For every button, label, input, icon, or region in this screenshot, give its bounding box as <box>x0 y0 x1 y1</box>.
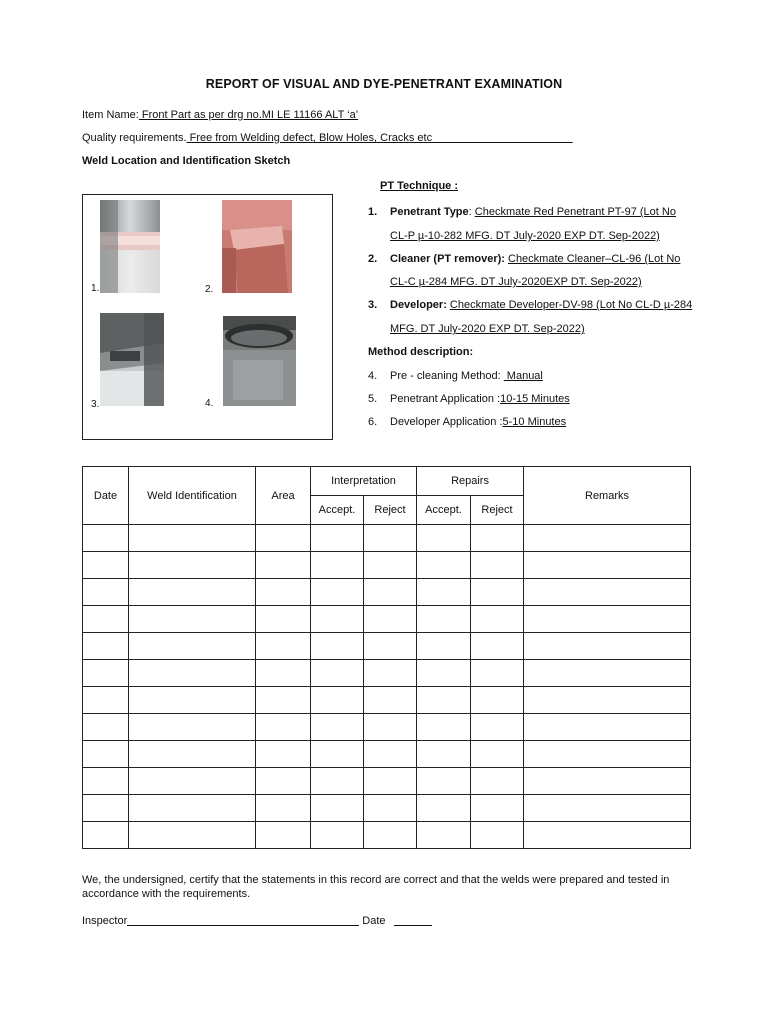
certification-statement: We, the undersigned, certify that the statements in this record are correct and that the welds were prepared and tested in accordance with the requirements. <box>82 874 670 900</box>
table-cell[interactable] <box>471 822 524 849</box>
method-item-developer-application: 6. Developer Application :5-10 Minutes <box>368 416 567 428</box>
table-cell[interactable] <box>256 579 311 606</box>
table-cell[interactable] <box>129 660 256 687</box>
table-cell[interactable] <box>417 606 471 633</box>
table-cell[interactable] <box>524 579 691 606</box>
table-row <box>83 714 691 741</box>
table-cell[interactable] <box>417 660 471 687</box>
inspector-signature-field[interactable] <box>127 925 359 926</box>
table-cell[interactable] <box>256 768 311 795</box>
table-cell[interactable] <box>129 606 256 633</box>
table-cell[interactable] <box>471 741 524 768</box>
table-cell[interactable] <box>83 606 129 633</box>
item-name-value: Front Part as per drg no.MI LE 11166 ALT ‘a’ <box>138 109 359 121</box>
pt-item-developer: 3. Developer: Checkmate Developer-DV-98 (Lot No CL-D µ-284 <box>368 299 693 311</box>
table-cell[interactable] <box>311 741 364 768</box>
report-title: REPORT OF VISUAL AND DYE-PENETRANT EXAMINATION <box>205 77 563 91</box>
pt-item-cleaner-cont: CL-C µ-284 MFG. DT July-2020EXP DT. Sep-2022) <box>390 276 642 288</box>
table-cell[interactable] <box>471 633 524 660</box>
developer-application-value: 5-10 Minutes <box>502 416 567 428</box>
header-date: Date <box>83 467 129 525</box>
table-cell[interactable] <box>83 579 129 606</box>
table-cell[interactable] <box>311 687 364 714</box>
table-cell[interactable] <box>83 687 129 714</box>
examination-record-table <box>82 466 691 849</box>
table-cell[interactable] <box>311 822 364 849</box>
table-row <box>83 579 691 606</box>
table-cell[interactable] <box>83 768 129 795</box>
table-cell[interactable] <box>256 525 311 552</box>
developer-label: Developer: <box>390 299 447 311</box>
table-cell[interactable] <box>129 795 256 822</box>
developer-value: Checkmate Developer-DV-98 (Lot No CL-D µ-284 <box>449 299 693 311</box>
table-cell[interactable] <box>364 579 417 606</box>
table-cell[interactable] <box>417 714 471 741</box>
header-repairs-accept: Accept. <box>417 496 471 525</box>
pt-item-developer-cont: MFG. DT July-2020 EXP DT. Sep-2022) <box>390 323 585 335</box>
record-table-body <box>83 525 691 849</box>
photo-label-4: 4. <box>205 398 214 409</box>
table-cell[interactable] <box>364 606 417 633</box>
table-cell[interactable] <box>524 606 691 633</box>
table-row <box>83 741 691 768</box>
table-cell[interactable] <box>83 741 129 768</box>
table-cell[interactable] <box>417 822 471 849</box>
table-cell[interactable] <box>83 552 129 579</box>
quality-label: Quality requirements. <box>82 132 187 144</box>
header-repairs: Repairs <box>417 467 524 496</box>
table-cell[interactable] <box>364 768 417 795</box>
weld-sketch-box <box>82 194 333 440</box>
table-cell[interactable] <box>311 606 364 633</box>
header-remarks: Remarks <box>524 467 691 525</box>
item-name-label: Item Name: <box>82 109 139 121</box>
table-cell[interactable] <box>471 795 524 822</box>
table-row <box>83 633 691 660</box>
method-item-penetrant-application: 5. Penetrant Application :10-15 Minutes <box>368 393 570 405</box>
header-repairs-reject: Reject <box>471 496 524 525</box>
method-item-precleaning: 4. Pre - cleaning Method: Manual <box>368 370 543 382</box>
table-cell[interactable] <box>311 714 364 741</box>
penetrant-type-value: Checkmate Red Penetrant PT-97 (Lot No <box>474 206 676 218</box>
table-cell[interactable] <box>129 552 256 579</box>
date-label: Date <box>359 915 386 927</box>
table-cell[interactable] <box>311 660 364 687</box>
table-cell[interactable] <box>364 795 417 822</box>
table-cell[interactable] <box>471 714 524 741</box>
table-row <box>83 660 691 687</box>
signature-line <box>82 915 432 927</box>
table-cell[interactable] <box>417 633 471 660</box>
table-cell[interactable] <box>256 660 311 687</box>
weld-photo-3 <box>100 313 164 406</box>
header-interpretation: Interpretation <box>311 467 417 496</box>
inspector-label: Inspector <box>82 915 128 927</box>
table-cell[interactable] <box>256 552 311 579</box>
table-cell[interactable] <box>129 741 256 768</box>
weld-photo-4 <box>223 316 296 406</box>
table-cell[interactable] <box>311 768 364 795</box>
table-row <box>83 687 691 714</box>
table-cell[interactable] <box>311 579 364 606</box>
table-row <box>83 525 691 552</box>
photo-label-1: 1. <box>91 283 100 294</box>
table-cell[interactable] <box>256 822 311 849</box>
table-cell[interactable] <box>83 525 129 552</box>
table-cell[interactable] <box>417 768 471 795</box>
table-cell[interactable] <box>364 552 417 579</box>
table-row <box>83 552 691 579</box>
table-cell[interactable] <box>364 633 417 660</box>
header-weld-identification: Weld Identification <box>129 467 256 525</box>
table-cell[interactable] <box>129 633 256 660</box>
table-cell[interactable] <box>129 525 256 552</box>
table-cell[interactable] <box>311 633 364 660</box>
table-cell[interactable] <box>129 579 256 606</box>
table-cell[interactable] <box>364 660 417 687</box>
header-interpretation-accept: Accept. <box>311 496 364 525</box>
table-cell[interactable] <box>129 822 256 849</box>
table-cell[interactable] <box>83 822 129 849</box>
quality-requirements-line <box>82 132 573 144</box>
precleaning-value: Manual <box>503 370 543 382</box>
table-cell[interactable] <box>471 687 524 714</box>
table-cell[interactable] <box>129 687 256 714</box>
table-cell[interactable] <box>83 795 129 822</box>
table-cell[interactable] <box>83 660 129 687</box>
table-cell[interactable] <box>524 552 691 579</box>
cleaner-value: Checkmate Cleaner–CL-96 (Lot No <box>508 253 681 265</box>
table-cell[interactable] <box>256 795 311 822</box>
table-row <box>83 606 691 633</box>
table-cell[interactable] <box>524 768 691 795</box>
table-cell[interactable] <box>364 822 417 849</box>
table-cell[interactable] <box>524 633 691 660</box>
table-row <box>83 822 691 849</box>
table-cell[interactable] <box>364 687 417 714</box>
table-cell[interactable] <box>129 714 256 741</box>
table-row <box>83 795 691 822</box>
table-cell[interactable] <box>417 741 471 768</box>
pt-item-cleaner: 2. Cleaner (PT remover): Checkmate Cleaner–CL-96 (Lot No <box>368 253 681 265</box>
table-cell[interactable] <box>524 741 691 768</box>
table-cell[interactable] <box>524 822 691 849</box>
table-cell[interactable] <box>364 525 417 552</box>
sketch-heading: Weld Location and Identification Sketch <box>82 155 291 167</box>
header-interpretation-reject: Reject <box>364 496 417 525</box>
table-cell[interactable] <box>471 579 524 606</box>
table-row <box>83 768 691 795</box>
table-cell[interactable] <box>471 525 524 552</box>
table-cell[interactable] <box>311 552 364 579</box>
table-cell[interactable] <box>256 714 311 741</box>
table-cell[interactable] <box>471 768 524 795</box>
method-heading: Method description: <box>368 346 474 358</box>
table-cell[interactable] <box>364 741 417 768</box>
pt-technique-heading: PT Technique : <box>380 180 459 192</box>
table-cell[interactable] <box>524 714 691 741</box>
weld-photo-2 <box>222 200 292 293</box>
date-field[interactable] <box>394 925 432 926</box>
table-cell[interactable] <box>417 579 471 606</box>
table-cell[interactable] <box>524 687 691 714</box>
table-cell[interactable] <box>524 525 691 552</box>
table-cell[interactable] <box>417 552 471 579</box>
table-cell[interactable] <box>311 795 364 822</box>
table-cell[interactable] <box>364 714 417 741</box>
penetrant-type-label: Penetrant Type <box>390 206 469 218</box>
table-cell[interactable] <box>471 606 524 633</box>
table-cell[interactable] <box>471 552 524 579</box>
table-cell[interactable] <box>256 633 311 660</box>
table-cell[interactable] <box>256 741 311 768</box>
table-cell[interactable] <box>524 795 691 822</box>
weld-photo-1 <box>100 200 160 293</box>
table-cell[interactable] <box>83 633 129 660</box>
photo-label-2: 2. <box>205 284 214 295</box>
table-cell[interactable] <box>524 660 691 687</box>
table-cell[interactable] <box>311 525 364 552</box>
pt-item-penetrant-cont: CL-P µ-10-282 MFG. DT July-2020 EXP DT. Sep-2022) <box>390 230 660 242</box>
quality-value: Free from Welding defect, Blow Holes, Cracks etc <box>186 132 573 144</box>
item-name-line <box>82 109 358 121</box>
header-area: Area <box>256 467 311 525</box>
table-cell[interactable] <box>129 768 256 795</box>
pt-item-penetrant: 1. Penetrant Type: Checkmate Red Penetrant PT-97 (Lot No <box>368 206 676 218</box>
table-cell[interactable] <box>256 606 311 633</box>
table-cell[interactable] <box>256 687 311 714</box>
table-cell[interactable] <box>417 795 471 822</box>
penetrant-application-value: 10-15 Minutes <box>500 393 570 405</box>
table-cell[interactable] <box>471 660 524 687</box>
table-cell[interactable] <box>417 525 471 552</box>
table-cell[interactable] <box>83 714 129 741</box>
photo-label-3: 3. <box>91 399 100 410</box>
cleaner-label: Cleaner (PT remover): <box>390 253 505 265</box>
table-cell[interactable] <box>417 687 471 714</box>
